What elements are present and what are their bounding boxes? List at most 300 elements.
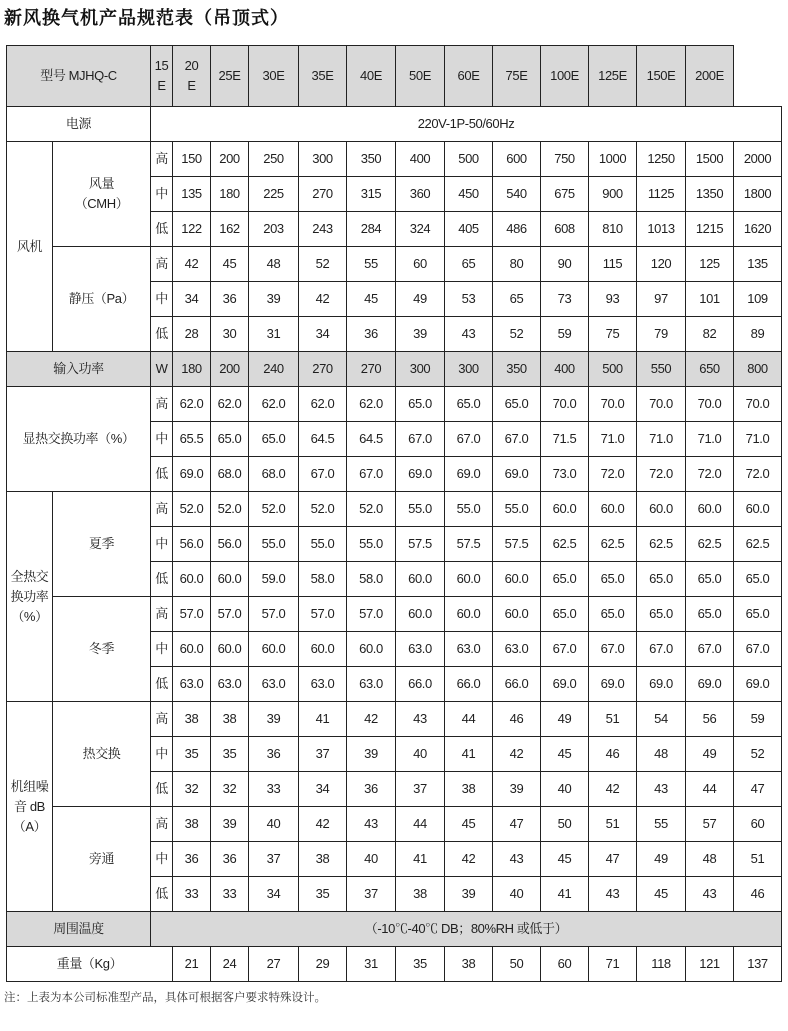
value-cell: 56 [686, 702, 734, 737]
value-cell: 80 [493, 247, 541, 282]
value-cell: 118 [637, 947, 686, 982]
value-cell: 270 [299, 177, 347, 212]
page-title: 新风换气机产品规范表（吊顶式） [4, 8, 289, 29]
value-cell: 32 [173, 772, 211, 807]
model-header-cell-line: 30E [262, 68, 285, 83]
model-header-cell-line: 50E [409, 68, 431, 83]
value-cell: 34 [173, 282, 211, 317]
value-cell: 53 [445, 282, 493, 317]
value-cell: 65.0 [211, 422, 249, 457]
value-cell: 38 [445, 947, 493, 982]
value-cell: 1125 [637, 177, 686, 212]
value-cell: 608 [541, 212, 589, 247]
static_pressure-label: 静压（Pa） [53, 247, 151, 352]
value-cell: 39 [396, 317, 445, 352]
value-cell: 45 [347, 282, 396, 317]
value-cell: 225 [249, 177, 299, 212]
bypass-label: 旁通 [53, 807, 151, 912]
value-cell: 51 [589, 807, 637, 842]
value-cell: 55.0 [445, 492, 493, 527]
model-header-cell-line: 200E [695, 68, 724, 83]
value-cell: 71 [589, 947, 637, 982]
model-header-cell [173, 46, 211, 107]
value-cell: 97 [637, 282, 686, 317]
value-cell: 65.0 [445, 387, 493, 422]
level-cell: 中 [151, 177, 173, 212]
value-cell: 55 [347, 247, 396, 282]
winter-label: 冬季 [53, 597, 151, 702]
value-cell: 137 [734, 947, 782, 982]
model-header-cell [347, 46, 396, 107]
value-cell: 56.0 [173, 527, 211, 562]
power-supply-value: 220V-1P-50/60Hz [151, 107, 782, 142]
model-header-cell [396, 46, 445, 107]
value-cell: 360 [396, 177, 445, 212]
value-cell: 40 [347, 842, 396, 877]
value-cell: 44 [445, 702, 493, 737]
value-cell: 600 [493, 142, 541, 177]
model-header-cell-line: 60E [457, 68, 480, 83]
value-cell: 43 [686, 877, 734, 912]
value-cell: 66.0 [396, 667, 445, 702]
value-cell: 60.0 [173, 632, 211, 667]
model-header-cell-line: E [187, 78, 196, 93]
value-cell: 122 [173, 212, 211, 247]
value-cell: 38 [173, 702, 211, 737]
value-cell: 69.0 [637, 667, 686, 702]
value-cell: 65.0 [637, 562, 686, 597]
value-cell: 55.0 [493, 492, 541, 527]
value-cell: 69.0 [686, 667, 734, 702]
model-header-cell [249, 46, 299, 107]
model-header-cell-line: 40E [360, 68, 382, 83]
value-cell: 42 [589, 772, 637, 807]
level-cell: 高 [151, 492, 173, 527]
ambient-value: （-10℃-40℃ DB；80%RH 或低于） [151, 912, 782, 947]
value-cell: 49 [637, 842, 686, 877]
value-cell: 67.0 [299, 457, 347, 492]
value-cell: 135 [173, 177, 211, 212]
value-cell: 64.5 [299, 422, 347, 457]
value-cell: 64.5 [347, 422, 396, 457]
value-cell: 36 [173, 842, 211, 877]
value-cell: 62.5 [637, 527, 686, 562]
value-cell: 57.0 [299, 597, 347, 632]
value-cell: 62.5 [686, 527, 734, 562]
value-cell: 63.0 [299, 667, 347, 702]
value-cell: 65.0 [541, 562, 589, 597]
value-cell: 39 [249, 702, 299, 737]
value-cell: 45 [211, 247, 249, 282]
value-cell: 30 [211, 317, 249, 352]
input-power-label: 输入功率 [7, 352, 151, 387]
value-cell: 42 [347, 702, 396, 737]
value-cell: 58.0 [347, 562, 396, 597]
value-cell: 60.0 [734, 492, 782, 527]
value-cell: 52 [493, 317, 541, 352]
value-cell: 51 [589, 702, 637, 737]
value-cell: 800 [734, 352, 782, 387]
level-cell: 高 [151, 702, 173, 737]
model-header-cell [493, 46, 541, 107]
value-cell: 43 [396, 702, 445, 737]
fan-group-label: 风机 [7, 142, 53, 352]
value-cell: 63.0 [493, 632, 541, 667]
model-header-cell-line: 20 [184, 58, 199, 73]
value-cell: 180 [173, 352, 211, 387]
value-cell: 69.0 [445, 457, 493, 492]
value-cell: 50 [493, 947, 541, 982]
value-cell: 57.0 [249, 597, 299, 632]
value-cell: 42 [173, 247, 211, 282]
value-cell: 82 [686, 317, 734, 352]
value-cell: 72.0 [637, 457, 686, 492]
model-header-cell-line: 15 [154, 58, 169, 73]
value-cell: 200 [211, 352, 249, 387]
value-cell: 49 [686, 737, 734, 772]
ambient-row [7, 912, 782, 947]
value-cell: 50 [541, 807, 589, 842]
value-cell: 400 [396, 142, 445, 177]
value-cell: 243 [299, 212, 347, 247]
fan-row [7, 142, 782, 177]
model-header-cell-line: 150E [646, 68, 676, 83]
value-cell: 324 [396, 212, 445, 247]
value-cell: 38 [299, 842, 347, 877]
value-cell: 60 [396, 247, 445, 282]
value-cell: 69.0 [173, 457, 211, 492]
value-cell: 73 [541, 282, 589, 317]
value-cell: 300 [299, 142, 347, 177]
value-cell: 200 [211, 142, 249, 177]
value-cell: 240 [249, 352, 299, 387]
value-cell: 59 [734, 702, 782, 737]
value-cell: 31 [249, 317, 299, 352]
value-cell: 37 [249, 842, 299, 877]
value-cell: 57 [686, 807, 734, 842]
sensible-eff-label: 显热交换功率（%） [7, 387, 151, 492]
input-power-row [7, 352, 782, 387]
value-cell: 43 [589, 877, 637, 912]
value-cell: 33 [173, 877, 211, 912]
value-cell: 48 [249, 247, 299, 282]
total-eff-row [7, 492, 782, 527]
value-cell: 62.5 [734, 527, 782, 562]
value-cell: 93 [589, 282, 637, 317]
power-supply-label: 电源 [7, 107, 151, 142]
model-header-cell [299, 46, 347, 107]
weight-label: 重量（Kg） [7, 947, 173, 982]
value-cell: 37 [299, 737, 347, 772]
total-eff-label-line: 换功率 [10, 588, 49, 604]
value-cell: 1620 [734, 212, 782, 247]
value-cell: 60.0 [396, 562, 445, 597]
value-cell: 70.0 [686, 387, 734, 422]
value-cell: 55.0 [396, 492, 445, 527]
value-cell: 75 [589, 317, 637, 352]
value-cell: 58.0 [299, 562, 347, 597]
value-cell: 57.5 [396, 527, 445, 562]
value-cell: 48 [637, 737, 686, 772]
value-cell: 47 [589, 842, 637, 877]
value-cell: 67.0 [445, 422, 493, 457]
header-row [7, 46, 782, 107]
value-cell: 66.0 [445, 667, 493, 702]
value-cell: 33 [211, 877, 249, 912]
value-cell: 39 [493, 772, 541, 807]
value-cell: 650 [686, 352, 734, 387]
value-cell: 63.0 [173, 667, 211, 702]
value-cell: 57.0 [211, 597, 249, 632]
footnote: 注：上表为本公司标准型产品，具体可根据客户要求特殊设计。 [4, 990, 326, 1004]
value-cell: 69.0 [541, 667, 589, 702]
value-cell: 65.0 [589, 597, 637, 632]
model-header-cell [211, 46, 249, 107]
value-cell: 89 [734, 317, 782, 352]
value-cell: 38 [211, 702, 249, 737]
value-cell: 350 [347, 142, 396, 177]
value-cell: 2000 [734, 142, 782, 177]
value-cell: 60.0 [445, 597, 493, 632]
value-cell: 39 [347, 737, 396, 772]
value-cell: 68.0 [249, 457, 299, 492]
value-cell: 72.0 [734, 457, 782, 492]
value-cell: 79 [637, 317, 686, 352]
weight-row [7, 947, 782, 982]
value-cell: 55 [637, 807, 686, 842]
value-cell: 60.0 [299, 632, 347, 667]
value-cell: 71.0 [637, 422, 686, 457]
value-cell: 49 [541, 702, 589, 737]
input-power-unit: W [151, 352, 173, 387]
value-cell: 52.0 [299, 492, 347, 527]
value-cell: 120 [637, 247, 686, 282]
value-cell: 57.5 [493, 527, 541, 562]
level-cell: 低 [151, 877, 173, 912]
value-cell: 69.0 [734, 667, 782, 702]
value-cell: 60.0 [493, 597, 541, 632]
value-cell: 109 [734, 282, 782, 317]
value-cell: 43 [347, 807, 396, 842]
value-cell: 54 [637, 702, 686, 737]
value-cell: 49 [396, 282, 445, 317]
value-cell: 900 [589, 177, 637, 212]
spec-table [6, 45, 782, 982]
model-header-cell-line: E [157, 78, 166, 93]
value-cell: 42 [299, 807, 347, 842]
value-cell: 62.0 [299, 387, 347, 422]
value-cell: 67.0 [734, 632, 782, 667]
value-cell: 35 [396, 947, 445, 982]
value-cell: 1000 [589, 142, 637, 177]
value-cell: 40 [493, 877, 541, 912]
value-cell: 270 [347, 352, 396, 387]
value-cell: 35 [173, 737, 211, 772]
level-cell: 低 [151, 317, 173, 352]
value-cell: 52.0 [347, 492, 396, 527]
value-cell: 41 [299, 702, 347, 737]
value-cell: 45 [637, 877, 686, 912]
value-cell: 67.0 [347, 457, 396, 492]
value-cell: 68.0 [211, 457, 249, 492]
model-header-cell [686, 46, 734, 107]
value-cell: 47 [493, 807, 541, 842]
total-eff-label-line: 全热交 [10, 568, 49, 584]
value-cell: 57.0 [347, 597, 396, 632]
value-cell: 62.0 [249, 387, 299, 422]
value-cell: 40 [541, 772, 589, 807]
value-cell: 65.0 [734, 562, 782, 597]
value-cell: 63.0 [347, 667, 396, 702]
value-cell: 69.0 [396, 457, 445, 492]
value-cell: 550 [637, 352, 686, 387]
value-cell: 65.0 [493, 387, 541, 422]
value-cell: 46 [589, 737, 637, 772]
value-cell: 52.0 [249, 492, 299, 527]
value-cell: 65.0 [686, 597, 734, 632]
value-cell: 28 [173, 317, 211, 352]
value-cell: 67.0 [493, 422, 541, 457]
value-cell: 40 [249, 807, 299, 842]
level-cell: 高 [151, 247, 173, 282]
value-cell: 71.0 [734, 422, 782, 457]
value-cell: 500 [589, 352, 637, 387]
level-cell: 高 [151, 597, 173, 632]
level-cell: 高 [151, 387, 173, 422]
value-cell: 38 [173, 807, 211, 842]
value-cell: 43 [637, 772, 686, 807]
model-header-cell-line: 125E [598, 68, 627, 83]
value-cell: 65.0 [686, 562, 734, 597]
value-cell: 65.0 [249, 422, 299, 457]
value-cell: 52.0 [211, 492, 249, 527]
level-cell: 低 [151, 667, 173, 702]
noise-label-line: 机组噪 [10, 778, 49, 794]
model-label-cell: 型号 MJHQ-C [7, 46, 151, 107]
value-cell: 71.5 [541, 422, 589, 457]
sensible-row [7, 387, 782, 422]
airflow-label [53, 142, 151, 247]
model-header-cell-line: 75E [505, 68, 528, 83]
model-header-cell-line: 25E [218, 68, 241, 83]
summer-label: 夏季 [53, 492, 151, 597]
value-cell: 63.0 [396, 632, 445, 667]
value-cell: 60.0 [211, 632, 249, 667]
model-header-cell [445, 46, 493, 107]
value-cell: 60.0 [347, 632, 396, 667]
value-cell: 60.0 [541, 492, 589, 527]
value-cell: 405 [445, 212, 493, 247]
value-cell: 46 [493, 702, 541, 737]
value-cell: 59.0 [249, 562, 299, 597]
value-cell: 60.0 [396, 597, 445, 632]
value-cell: 52 [299, 247, 347, 282]
value-cell: 45 [541, 842, 589, 877]
value-cell: 38 [445, 772, 493, 807]
value-cell: 36 [211, 842, 249, 877]
value-cell: 42 [493, 737, 541, 772]
value-cell: 41 [396, 842, 445, 877]
noise-label [7, 702, 53, 912]
value-cell: 59 [541, 317, 589, 352]
value-cell: 450 [445, 177, 493, 212]
noise-label-line: （A） [12, 818, 47, 834]
value-cell: 150 [173, 142, 211, 177]
value-cell: 36 [347, 317, 396, 352]
value-cell: 36 [347, 772, 396, 807]
value-cell: 62.0 [347, 387, 396, 422]
noise-row [7, 807, 782, 842]
value-cell: 42 [299, 282, 347, 317]
value-cell: 42 [445, 842, 493, 877]
value-cell: 57.5 [445, 527, 493, 562]
value-cell: 60.0 [445, 562, 493, 597]
total-eff-label [7, 492, 53, 702]
airflow-label-line: （CMH） [74, 196, 129, 211]
level-cell: 低 [151, 772, 173, 807]
value-cell: 73.0 [541, 457, 589, 492]
value-cell: 486 [493, 212, 541, 247]
value-cell: 90 [541, 247, 589, 282]
value-cell: 125 [686, 247, 734, 282]
airflow-label-line: 风量 [88, 176, 115, 191]
level-cell: 中 [151, 282, 173, 317]
value-cell: 1350 [686, 177, 734, 212]
value-cell: 69.0 [493, 457, 541, 492]
model-header-cell-line: 100E [550, 68, 579, 83]
value-cell: 40 [396, 737, 445, 772]
value-cell: 60.0 [173, 562, 211, 597]
ambient-label: 周围温度 [7, 912, 151, 947]
fan-row [7, 247, 782, 282]
value-cell: 250 [249, 142, 299, 177]
value-cell: 45 [445, 807, 493, 842]
value-cell: 62.5 [541, 527, 589, 562]
value-cell: 70.0 [589, 387, 637, 422]
value-cell: 41 [445, 737, 493, 772]
value-cell: 1250 [637, 142, 686, 177]
value-cell: 65.0 [637, 597, 686, 632]
value-cell: 115 [589, 247, 637, 282]
value-cell: 203 [249, 212, 299, 247]
noise-label-line: 音 dB [14, 798, 45, 814]
value-cell: 67.0 [396, 422, 445, 457]
value-cell: 72.0 [686, 457, 734, 492]
value-cell: 70.0 [637, 387, 686, 422]
value-cell: 400 [541, 352, 589, 387]
model-header-cell [151, 46, 173, 107]
value-cell: 65.5 [173, 422, 211, 457]
value-cell: 60.0 [493, 562, 541, 597]
value-cell: 1800 [734, 177, 782, 212]
value-cell: 55.0 [347, 527, 396, 562]
value-cell: 60.0 [589, 492, 637, 527]
value-cell: 35 [211, 737, 249, 772]
value-cell: 32 [211, 772, 249, 807]
value-cell: 101 [686, 282, 734, 317]
value-cell: 63.0 [249, 667, 299, 702]
heat_exchange-label: 热交换 [53, 702, 151, 807]
value-cell: 69.0 [589, 667, 637, 702]
value-cell: 34 [299, 772, 347, 807]
value-cell: 121 [686, 947, 734, 982]
level-cell: 低 [151, 212, 173, 247]
value-cell: 39 [445, 877, 493, 912]
value-cell: 162 [211, 212, 249, 247]
value-cell: 46 [734, 877, 782, 912]
model-header-cell-line: 35E [311, 68, 334, 83]
value-cell: 67.0 [637, 632, 686, 667]
